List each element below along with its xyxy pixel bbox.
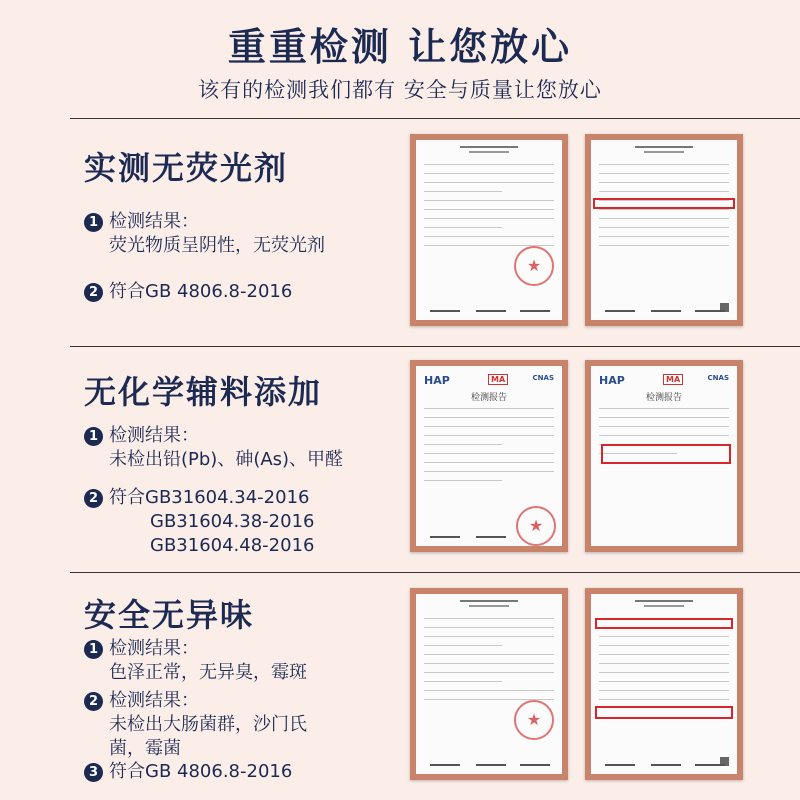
divider: [70, 346, 800, 347]
result-item: [84, 760, 292, 784]
result-detail: 未检出大肠菌群，沙门氏: [109, 714, 307, 735]
number-badge: 3: [84, 763, 103, 782]
result-detail: 荧光物质呈阴性，无荧光剂: [109, 235, 325, 256]
result-label: 符合GB 4806.8-2016: [109, 761, 293, 782]
page-subtitle: 该有的检测我们都有 安全与质量让您放心: [198, 78, 602, 102]
section-title: 实测无荧光剂: [84, 149, 289, 187]
official-stamp-icon: ★: [516, 506, 556, 546]
highlight-box: [595, 618, 733, 629]
ma-logo: MA: [663, 374, 683, 385]
test-report-image: [585, 360, 743, 552]
divider: [70, 118, 800, 119]
highlight-box: [593, 198, 735, 209]
result-item: [84, 637, 307, 685]
report-title: 检测报告: [470, 393, 507, 403]
test-report-image: [410, 588, 568, 780]
test-report-image: [410, 134, 568, 326]
report-page: [591, 140, 737, 320]
result-detail: 未检出铅(Pb)、砷(As)、甲醛: [109, 449, 344, 470]
result-item: [84, 486, 315, 558]
ma-logo: MA: [488, 374, 508, 385]
result-label: 检测结果：: [109, 211, 199, 232]
result-label: 符合GB 4806.8-2016: [109, 281, 293, 302]
official-stamp-icon: ★: [514, 700, 554, 740]
cnas-logo: CNAS: [532, 374, 554, 382]
section-title: 无化学辅料添加: [84, 373, 323, 411]
test-report-image: [585, 134, 743, 326]
hap-logo: HAP: [599, 374, 625, 387]
report-page: [416, 140, 562, 320]
highlight-box: [601, 444, 731, 464]
result-detail: GB31604.38-2016: [150, 511, 315, 532]
test-report-image: [410, 360, 568, 552]
cnas-logo: CNAS: [707, 374, 729, 382]
report-page: [591, 366, 737, 546]
report-page: [416, 366, 562, 546]
number-badge: 1: [84, 640, 103, 659]
result-item: [84, 280, 292, 304]
number-badge: 2: [84, 283, 103, 302]
report-title: 检测报告: [645, 393, 682, 403]
result-label: 检测结果：: [109, 638, 199, 659]
number-badge: 2: [84, 692, 103, 711]
hap-logo: HAP: [424, 374, 450, 387]
report-page: [591, 594, 737, 774]
result-item: [84, 689, 307, 761]
result-label: 符合GB31604.34-2016: [109, 487, 310, 508]
report-page: [416, 594, 562, 774]
result-label: 检测结果：: [109, 425, 199, 446]
result-detail: 菌，霉菌: [109, 738, 181, 759]
number-badge: 1: [84, 427, 103, 446]
official-stamp-icon: ★: [514, 246, 554, 286]
number-badge: 1: [84, 213, 103, 232]
divider: [70, 572, 800, 573]
test-report-image: [585, 588, 743, 780]
number-badge: 2: [84, 489, 103, 508]
result-item: [84, 210, 325, 258]
page-title: 重重检测 让您放心: [227, 25, 573, 69]
result-item: [84, 424, 343, 472]
result-detail: 色泽正常，无异臭，霉斑: [109, 662, 307, 683]
result-detail: GB31604.48-2016: [150, 535, 315, 556]
result-label: 检测结果：: [109, 690, 199, 711]
highlight-box: [595, 706, 733, 719]
section-title: 安全无异味: [84, 596, 255, 634]
